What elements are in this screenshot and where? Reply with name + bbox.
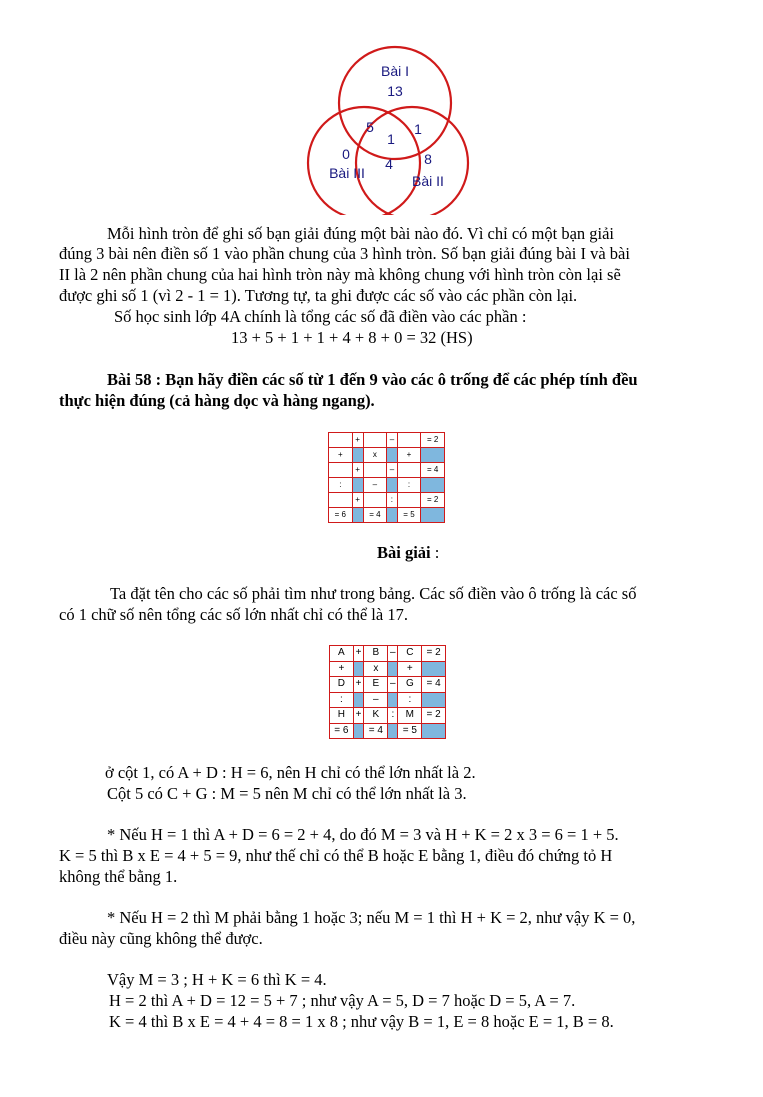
- grid-cell: +: [353, 708, 364, 724]
- label-bai-2: Bài II: [412, 173, 444, 189]
- grid-cell: :: [329, 478, 353, 493]
- para-8-line-2: H = 2 thì A + D = 12 = 5 + 7 ; như vậy A = 5, D = 7 hoặc D = 5, A = 7.: [109, 991, 576, 1010]
- grid-cell: [387, 508, 397, 523]
- para-2: Số học sinh lớp 4A chính là tổng các số đã điền vào các phần :: [114, 307, 527, 326]
- grid-cell: = 6: [330, 723, 354, 739]
- label-bai-3: Bài III: [329, 165, 365, 181]
- grid-cell: = 4: [422, 677, 446, 693]
- grid-cell: –: [363, 478, 387, 493]
- grid-cell: [329, 463, 353, 478]
- grid-cell: C: [398, 646, 422, 662]
- grid-cell: H: [330, 708, 354, 724]
- grid-cell: [353, 723, 364, 739]
- grid-cell: +: [353, 677, 364, 693]
- grid-cell: x: [363, 448, 387, 463]
- bai-58-line-1: Bài 58 : Bạn hãy điền các số từ 1 đến 9 vào các ô trống để các phép tính đều: [107, 370, 638, 389]
- para-8-line-3: K = 4 thì B x E = 4 + 4 = 8 = 1 x 8 ; như vậy B = 1, E = 8 hoặc E = 1, B = 8.: [109, 1012, 614, 1031]
- grid-cell: –: [364, 692, 388, 708]
- grid-cell: [352, 478, 363, 493]
- para-8-line-1: Vậy M = 3 ; H + K = 6 thì K = 4.: [107, 970, 327, 989]
- grid-cell: [397, 493, 421, 508]
- value-only-1: 13: [387, 83, 403, 99]
- grid-cell: :: [388, 708, 398, 724]
- solution-heading: [377, 543, 439, 563]
- para-1-line-1: Mỗi hình tròn để ghi số bạn giải đúng một bài nào đó. Vì chỉ có một bạn giải: [107, 224, 615, 243]
- para-6-line-2: K = 5 thì B x E = 4 + 5 = 9, như thế chỉ có thể B hoặc E bằng 1, điều đó chứng tỏ H: [59, 846, 613, 865]
- puzzle-grid: [328, 432, 445, 523]
- grid-cell: :: [387, 493, 397, 508]
- venn-diagram: [0, 0, 763, 215]
- grid-cell: = 2: [422, 708, 446, 724]
- para-7-line-2: điều này cũng không thể được.: [59, 929, 263, 948]
- solution-title: Bài giải: [377, 543, 431, 562]
- value-all: 1: [387, 131, 395, 147]
- grid-cell: [329, 493, 353, 508]
- grid-cell: = 2: [422, 646, 446, 662]
- grid-cell: B: [364, 646, 388, 662]
- grid-cell: M: [398, 708, 422, 724]
- para-4-line-1: Ta đặt tên cho các số phải tìm như trong bảng. Các số điền vào ô trống là các số: [110, 584, 637, 603]
- grid-cell: [397, 433, 421, 448]
- grid-cell: [352, 508, 363, 523]
- grid-cell: [388, 723, 398, 739]
- grid-cell: [388, 692, 398, 708]
- solution-colon: :: [430, 543, 440, 562]
- grid-cell: –: [388, 677, 398, 693]
- grid-cell: = 4: [421, 463, 445, 478]
- grid-cell: x: [364, 661, 388, 677]
- grid-cell: D: [330, 677, 354, 693]
- value-only-2: 8: [424, 151, 432, 167]
- para-5-line-2: Cột 5 có C + G : M = 5 nên M chỉ có thể lớn nhất là 3.: [107, 784, 467, 803]
- grid-cell: :: [330, 692, 354, 708]
- sum-equation: 13 + 5 + 1 + 1 + 4 + 8 + 0 = 32 (HS): [231, 328, 473, 347]
- para-7-line-1: * Nếu H = 2 thì M phải bằng 1 hoặc 3; nếu M = 1 thì H + K = 2, như vậy K = 0,: [107, 908, 636, 927]
- grid-cell: +: [352, 493, 363, 508]
- para-1-line-4: được ghi số 1 (vì 2 - 1 = 1). Tương tự, ta ghi được các số vào các phần còn lại.: [59, 286, 578, 305]
- grid-cell: [363, 433, 387, 448]
- grid-cell: G: [398, 677, 422, 693]
- grid-cell: K: [364, 708, 388, 724]
- grid-cell: = 5: [397, 508, 421, 523]
- grid-cell: +: [352, 433, 363, 448]
- grid-cell: [353, 692, 364, 708]
- para-6-line-3: không thể bằng 1.: [59, 867, 178, 886]
- grid-cell: [422, 723, 446, 739]
- label-bai-1: Bài I: [380, 63, 410, 79]
- grid-cell: [422, 661, 446, 677]
- value-only-3: 0: [342, 146, 350, 162]
- grid-cell: :: [397, 478, 421, 493]
- labelled-grid: [329, 645, 446, 739]
- grid-cell: [421, 478, 445, 493]
- value-1-3: 5: [366, 119, 374, 135]
- para-1-line-3: II là 2 nên phần chung của hai hình tròn này mà không chung với hình tròn còn lại sẽ: [59, 265, 621, 284]
- grid-cell: [387, 478, 397, 493]
- grid-cell: [422, 692, 446, 708]
- para-1-line-2: đúng 3 bài nên điền số 1 vào phần chung của 3 hình tròn. Số bạn giải đúng bài I và bài: [59, 244, 630, 263]
- grid-cell: –: [387, 463, 397, 478]
- grid-cell: [329, 433, 353, 448]
- grid-cell: [397, 463, 421, 478]
- grid-cell: [363, 463, 387, 478]
- grid-cell: –: [387, 433, 397, 448]
- para-4-line-2: có 1 chữ số nên tổng các số lớn nhất chỉ có thể là 17.: [59, 605, 408, 624]
- grid-cell: E: [364, 677, 388, 693]
- grid-cell: [353, 661, 364, 677]
- grid-cell: [421, 508, 445, 523]
- grid-cell: = 6: [329, 508, 353, 523]
- value-1-2: 1: [414, 121, 422, 137]
- grid-cell: +: [398, 661, 422, 677]
- grid-cell: [363, 493, 387, 508]
- grid-cell: = 4: [363, 508, 387, 523]
- grid-cell: +: [352, 463, 363, 478]
- grid-cell: –: [388, 646, 398, 662]
- circle-bai-3: [308, 107, 420, 215]
- grid-cell: = 2: [421, 433, 445, 448]
- grid-cell: [387, 448, 397, 463]
- grid-cell: +: [397, 448, 421, 463]
- grid-cell: +: [329, 448, 353, 463]
- grid-cell: [388, 661, 398, 677]
- grid-cell: A: [330, 646, 354, 662]
- grid-cell: = 2: [421, 493, 445, 508]
- grid-cell: [421, 448, 445, 463]
- grid-cell: :: [398, 692, 422, 708]
- grid-cell: +: [353, 646, 364, 662]
- value-2-3: 4: [385, 156, 393, 172]
- grid-cell: +: [330, 661, 354, 677]
- para-6-line-1: * Nếu H = 1 thì A + D = 6 = 2 + 4, do đó M = 3 và H + K = 2 x 3 = 6 = 1 + 5.: [107, 825, 619, 844]
- bai-58-line-2: thực hiện đúng (cả hàng dọc và hàng ngang).: [59, 391, 375, 410]
- para-5-line-1: ở cột 1, có A + D : H = 6, nên H chỉ có thể lớn nhất là 2.: [105, 763, 476, 782]
- grid-cell: = 5: [398, 723, 422, 739]
- grid-cell: [352, 448, 363, 463]
- grid-cell: = 4: [364, 723, 388, 739]
